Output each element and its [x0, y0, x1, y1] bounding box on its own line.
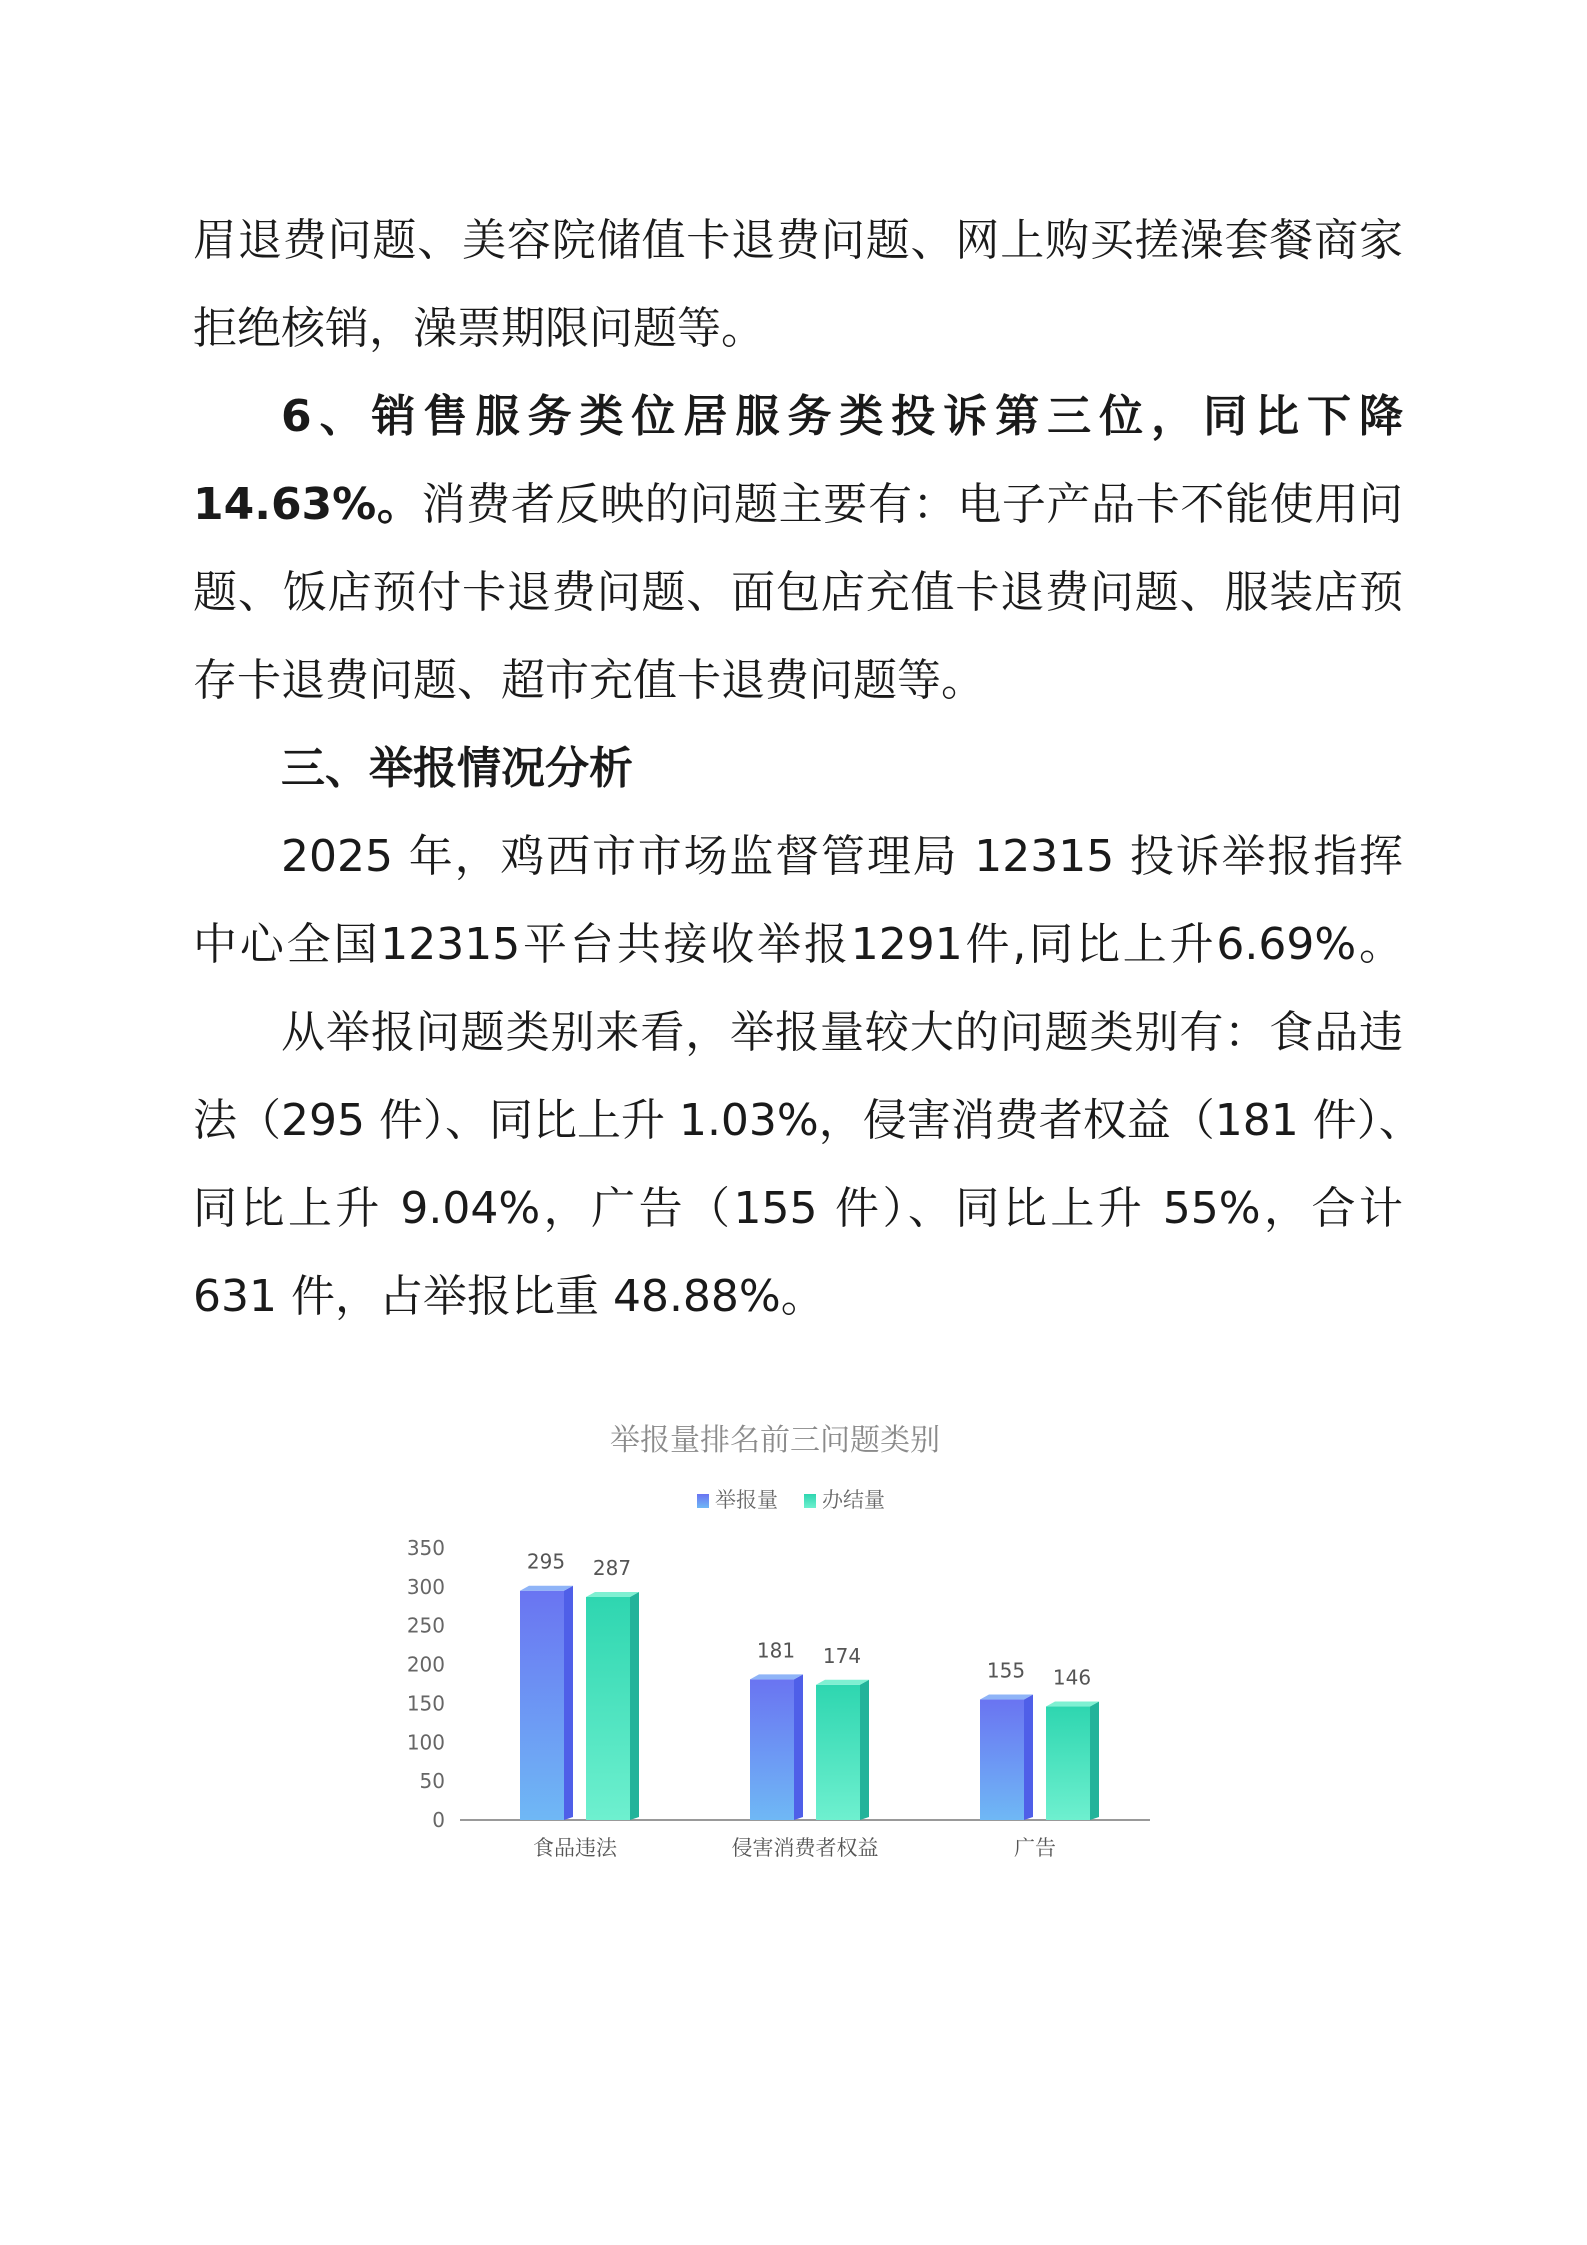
paragraph-line [193, 462, 1403, 548]
bar-top-face [520, 1586, 573, 1591]
bar-resolved [816, 1685, 860, 1820]
bar-side-face [794, 1674, 803, 1820]
data-label: 155 [986, 1658, 1026, 1683]
section-subheading: 6、销售服务类位居服务类投诉第三位，同比下降 [281, 391, 1403, 442]
paragraph-line: 从举报问题类别来看，举报量较大的问题类别有：食品违 [281, 1007, 1403, 1058]
y-tick-label: 350 [406, 1536, 445, 1560]
y-tick-label: 50 [419, 1769, 445, 1794]
data-label: 174 [822, 1643, 862, 1668]
bold-percentage: 14.63%。 [193, 479, 422, 530]
bar-resolved [1046, 1707, 1090, 1820]
y-tick-label: 300 [406, 1574, 445, 1599]
bar-top-face [750, 1674, 803, 1679]
bar-top-face [816, 1680, 869, 1685]
bar-side-face [860, 1680, 869, 1820]
y-tick-label: 150 [406, 1691, 445, 1716]
legend-label-reports: 举报量 [715, 1488, 778, 1512]
bar-group [520, 1586, 1099, 1820]
bar-reports [520, 1591, 564, 1820]
x-tick-label: 广告 [1014, 1836, 1056, 1860]
y-tick-label: 200 [406, 1652, 445, 1677]
report-volume-chart [380, 1400, 1200, 1880]
data-label: 295 [526, 1549, 566, 1574]
y-tick-label: 100 [406, 1730, 445, 1755]
paragraph-line: 631 件，占举报比重 48.88%。 [193, 1271, 825, 1322]
bar-side-face [1090, 1702, 1099, 1820]
bar-reports [980, 1700, 1024, 1820]
paragraph-line: 拒绝核销，澡票期限问题等。 [193, 303, 765, 354]
bar-side-face [630, 1592, 639, 1820]
bar-top-face [1046, 1702, 1099, 1707]
legend-swatch-reports [697, 1494, 709, 1508]
paragraph-line: 中心全国12315平台共接收举报1291件,同比上升6.69%。 [193, 919, 1403, 970]
section-heading: 三、举报情况分析 [281, 743, 633, 794]
x-tick-label: 侵害消费者权益 [731, 1836, 879, 1860]
paragraph-line: 存卡退费问题、超市充值卡退费问题等。 [193, 655, 985, 706]
paragraph-text: 消费者反映的问题主要有：电子产品卡不能使用问 [421, 479, 1403, 530]
bar-side-face [1024, 1695, 1033, 1820]
y-axis [407, 1536, 445, 1832]
paragraph-line: 2025 年，鸡西市市场监督管理局 12315 投诉举报指挥 [281, 831, 1403, 882]
bar-reports [750, 1679, 794, 1820]
x-tick-label: 食品违法 [533, 1836, 617, 1860]
y-tick-label: 250 [406, 1613, 445, 1638]
bar-side-face [564, 1586, 573, 1820]
y-tick-label: 0 [432, 1808, 445, 1832]
x-axis [533, 1836, 1056, 1860]
chart-title: 举报量排名前三问题类别 [610, 1423, 940, 1458]
paragraph-line: 题、饭店预付卡退费问题、面包店充值卡退费问题、服装店预 [193, 567, 1403, 618]
chart-legend [697, 1488, 885, 1512]
legend-swatch-resolved [804, 1494, 816, 1508]
data-label: 146 [1052, 1665, 1092, 1690]
paragraph-line: 法（295 件）、同比上升 1.03%，侵害消费者权益（181 件）、 [193, 1095, 1423, 1146]
data-label: 287 [592, 1555, 632, 1580]
bar-top-face [586, 1592, 639, 1597]
legend-label-resolved: 办结量 [822, 1488, 885, 1512]
bar-resolved [586, 1597, 630, 1820]
paragraph-line: 同比上升 9.04%，广告（155 件）、同比上升 55%，合计 [193, 1183, 1403, 1234]
paragraph-line: 眉退费问题、美容院储值卡退费问题、网上购买搓澡套餐商家 [193, 215, 1403, 266]
bar-top-face [980, 1695, 1033, 1700]
data-label: 181 [756, 1638, 796, 1663]
